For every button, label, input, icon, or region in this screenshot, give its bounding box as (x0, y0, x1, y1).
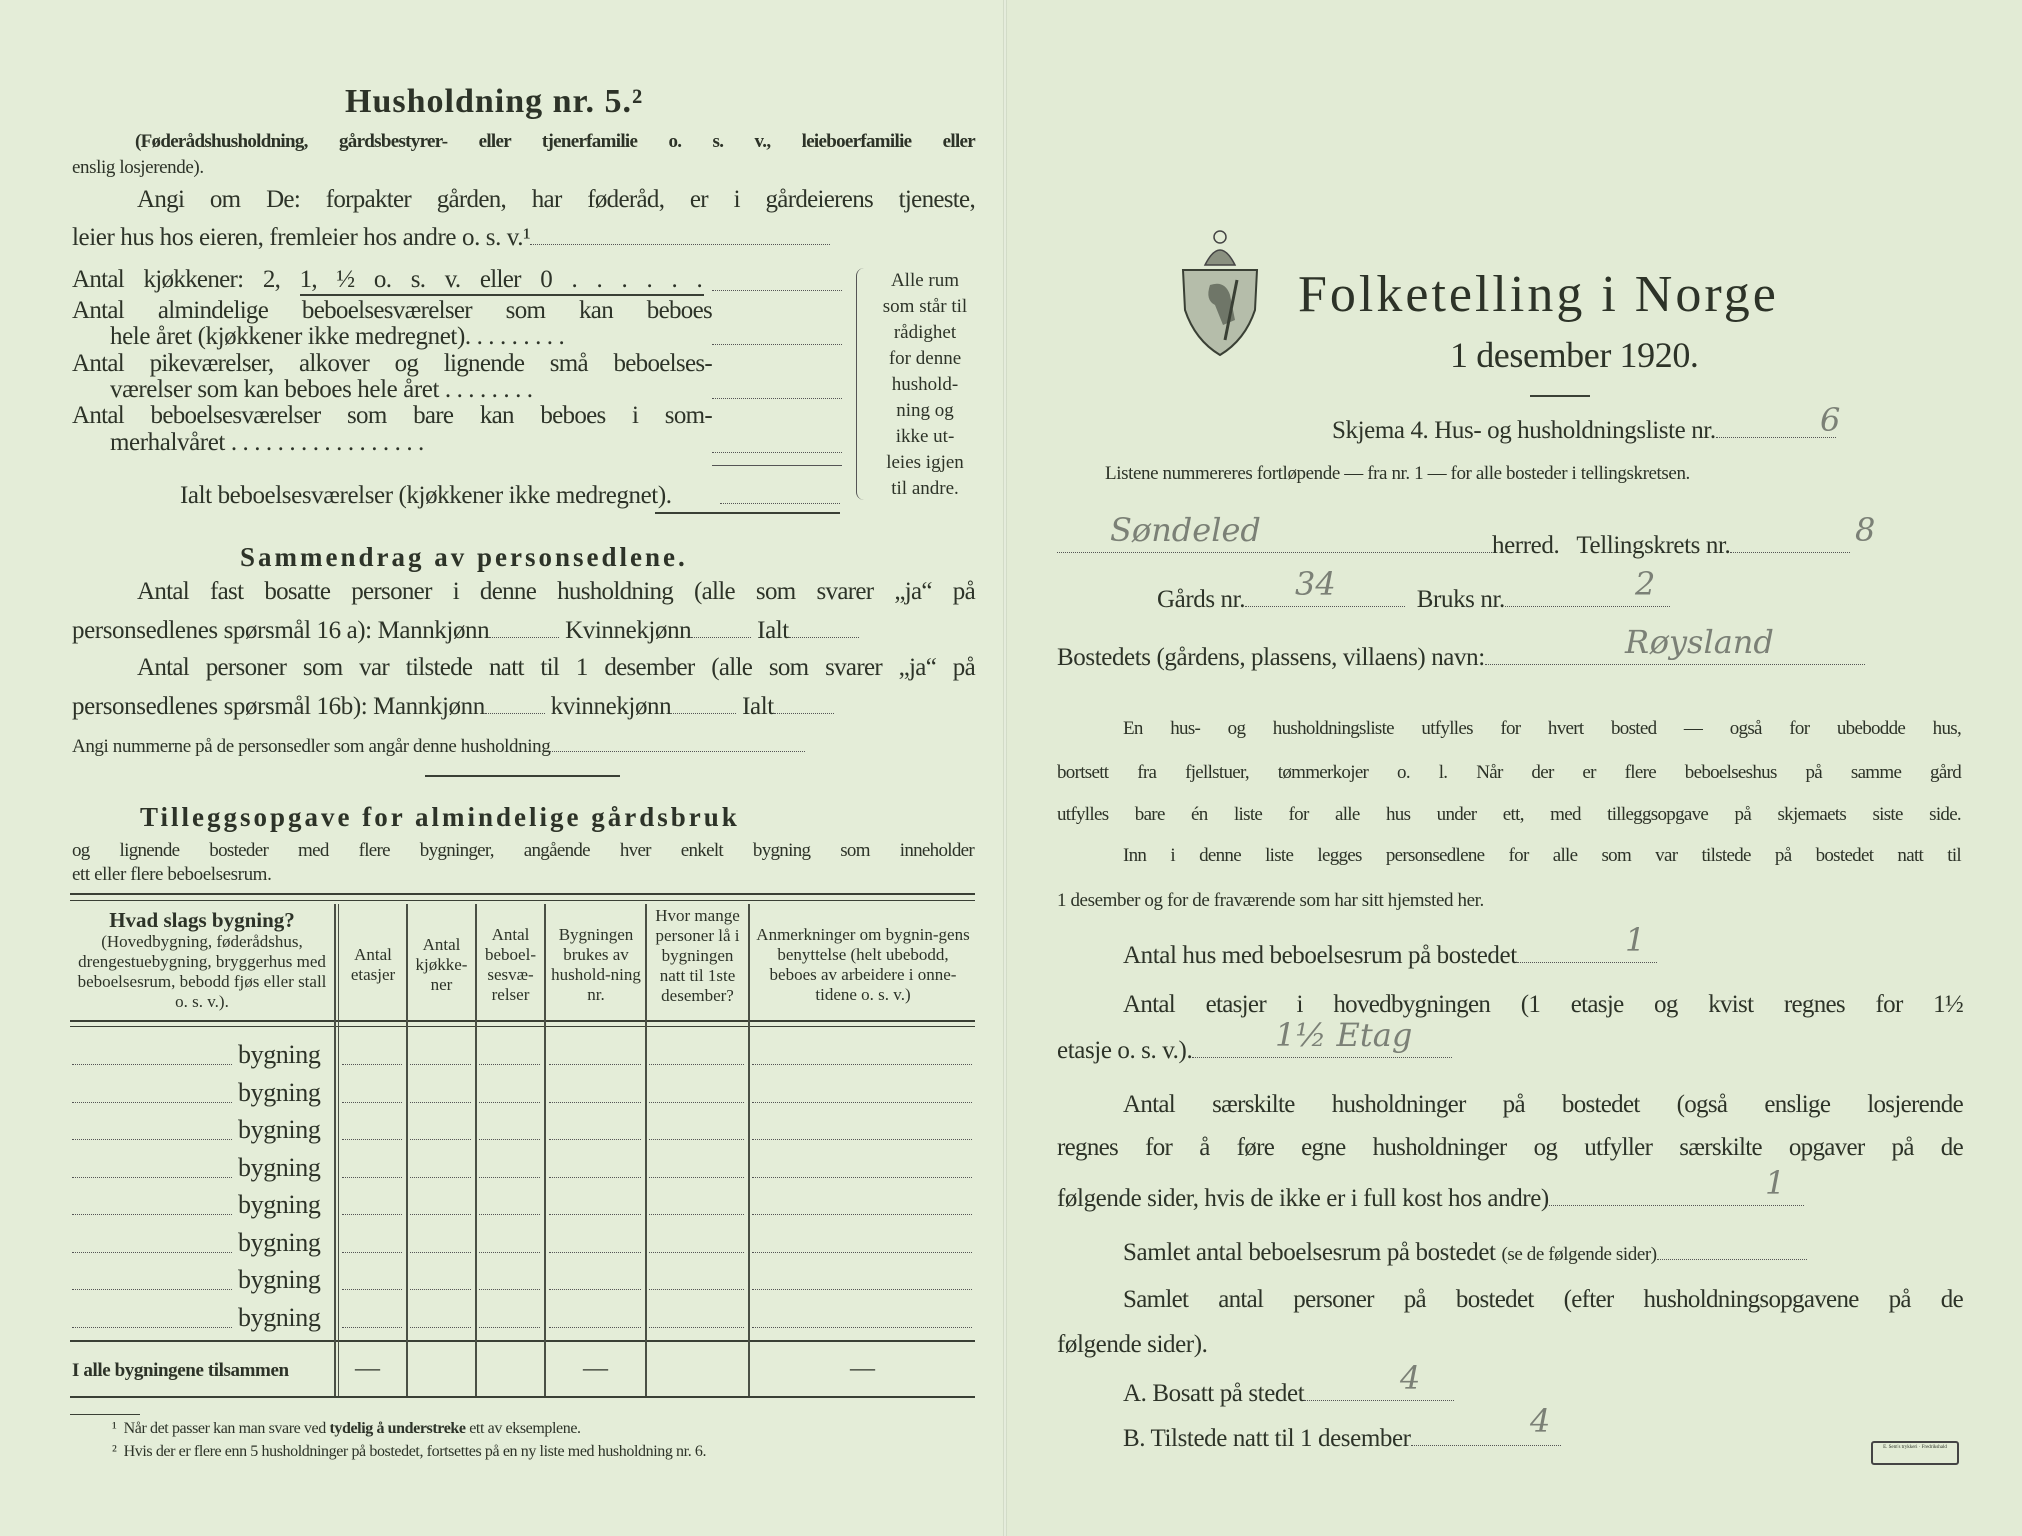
summary-present-row (72, 693, 834, 720)
header-rule (70, 1020, 975, 1022)
person-numbers-label: Angi nummerne på de personsedler som angår denne husholdning (72, 736, 551, 757)
supplement-title: Tilleggsopgave for almindelige gårdsbruk (140, 802, 740, 832)
building-type-field[interactable] (72, 1139, 232, 1140)
kitchens-field[interactable] (712, 290, 842, 291)
col-divider (338, 904, 339, 1396)
total-label: Ialt (742, 693, 774, 720)
farm-row (1157, 586, 1670, 613)
table-cell-field[interactable] (549, 1252, 641, 1253)
table-cell-field[interactable] (342, 1214, 402, 1215)
bracket-note (870, 268, 980, 502)
building-type-field[interactable] (72, 1102, 232, 1103)
bruks-value: 2 (1635, 565, 1656, 603)
rooms-summer-label-cont: merhalvåret . . . . . . . . . . . . . . . . . (110, 429, 424, 456)
bosted-label: Bostedets (gårdens, plassens, villaens) navn: (1057, 644, 1485, 671)
supplement-text: og lignende bosteder med flere bygninger, angående hver enkelt bygning som inneholder (72, 840, 974, 861)
table-cell-field[interactable] (342, 1327, 402, 1328)
footnote-1 (112, 1420, 581, 1438)
note-line: ning og (896, 400, 954, 421)
floors-label: etasje o. s. v.). (1057, 1037, 1193, 1064)
floors-value: 1½ Etag (1275, 1016, 1413, 1054)
table-cell-field[interactable] (410, 1214, 471, 1215)
footnote-2 (112, 1443, 706, 1461)
table-cell-field[interactable] (342, 1102, 402, 1103)
table-cell-field[interactable] (549, 1102, 641, 1103)
total-row-label: I alle bygningene tilsammen (72, 1360, 289, 1381)
total-label: Ialt (757, 617, 789, 644)
note-line: ikke ut- (895, 426, 955, 447)
gards-label: Gårds nr. (1157, 586, 1246, 613)
list-number-field[interactable] (1716, 417, 1836, 438)
table-cell-field[interactable] (549, 1064, 641, 1065)
table-cell-field[interactable] (649, 1177, 744, 1178)
table-cell-field[interactable] (410, 1102, 471, 1103)
tenure-question: Angi om De: forpakter gården, har føderåd, er i gårdeierens tjeneste, (137, 186, 975, 213)
table-cell-field[interactable] (649, 1214, 744, 1215)
male-label: personsedlenes spørsmål 16 a): Mannkjønn (72, 617, 490, 644)
persons-question: Samlet antal personer på bostedet (efter husholdningsopgavene på de (1123, 1286, 1963, 1313)
footnote-mark: ¹ (112, 1420, 117, 1437)
footnote-text: ett av eksemplene. (465, 1420, 581, 1437)
header-persons: Hvor mange personer lå i bygningen natt til 1ste desember? (655, 906, 740, 1005)
table-cell-field[interactable] (479, 1327, 540, 1328)
table-cell-field[interactable] (479, 1064, 540, 1065)
building-label: bygning (238, 1040, 321, 1069)
male-present-field[interactable] (485, 693, 545, 714)
table-cell-field[interactable] (479, 1177, 540, 1178)
total-rooms-field[interactable] (1657, 1239, 1807, 1260)
household-subtitle-cont: enslig losjerende). (72, 157, 204, 178)
table-cell-field[interactable] (479, 1214, 540, 1215)
instruction-line: Inn i denne liste legges personsedlene for alle som var tilstede på bostedet natt til (1123, 845, 1961, 866)
list-number-value: 6 (1820, 401, 1841, 439)
numbering-note: Listene nummereres fortløpende — fra nr. 1 — for alle bosteder i tellingskretsen. (1105, 463, 1690, 484)
person-numbers-row (72, 735, 805, 758)
resident-field[interactable] (1304, 1380, 1454, 1401)
total-resident-field[interactable] (789, 617, 859, 638)
census-title: Folketelling i Norge (1298, 266, 1779, 323)
building-label: bygning (238, 1227, 321, 1257)
krets-value: 8 (1855, 511, 1876, 549)
header-title: Hvad slags bygning? (109, 908, 295, 932)
rooms-small-field[interactable] (712, 398, 842, 399)
rooms-small-label-cont: værelser som kan beboes hele året . . . . . . . . (110, 376, 533, 403)
table-cell-field[interactable] (410, 1252, 471, 1253)
resident-value: 4 (1400, 1359, 1421, 1397)
krets-label: Tellingskrets nr. (1576, 532, 1731, 559)
double-underline (655, 512, 840, 514)
building-label: bygning (238, 1265, 321, 1294)
table-cell-field[interactable] (752, 1214, 972, 1215)
table-cell-field[interactable] (342, 1064, 402, 1065)
note-line: til andre. (891, 478, 959, 499)
footnote-text: Hvis der er flere enn 5 husholdninger på bostedet, fortsettes på en ny liste med husholdning nr. 6. (123, 1443, 707, 1460)
summary-present-question: Antal personer som var tilstede natt til 1 desember (alle som svarer „ja“ på (137, 654, 975, 681)
male-resident-field[interactable] (489, 617, 559, 638)
total-remarks: — (850, 1355, 875, 1382)
table-cell-field[interactable] (752, 1252, 972, 1253)
rooms-total-label: Ialt beboelsesværelser (kjøkkener ikke medregnet). (180, 482, 672, 509)
left-page (0, 0, 1005, 1536)
page-fold (1003, 0, 1007, 1536)
total-rooms-label: Samlet antal beboelsesrum på bostedet (1123, 1239, 1496, 1266)
table-cell-field[interactable] (549, 1214, 641, 1215)
herred-value: Søndeled (1110, 511, 1261, 549)
rooms-total-field[interactable] (720, 503, 840, 504)
table-cell-field[interactable] (752, 1289, 972, 1290)
table-cell-field[interactable] (549, 1177, 641, 1178)
bruks-label: Bruks nr. (1416, 586, 1505, 613)
present-row (1123, 1425, 1561, 1452)
footnote-rule (70, 1414, 140, 1415)
summary-resident-question: Antal fast bosatte personer i denne husholdning (alle som svarer „ja“ på (137, 578, 975, 605)
bottom-rule (70, 1396, 975, 1398)
rooms-small-label: Antal pikeværelser, alkover og lignende små beboelses- (72, 350, 712, 377)
header-floors: Antal etasjer (350, 945, 396, 984)
table-cell-field[interactable] (649, 1064, 744, 1065)
table-cell-field[interactable] (649, 1252, 744, 1253)
households-value: 1 (1765, 1164, 1786, 1202)
person-numbers-field[interactable] (550, 735, 805, 752)
note-line: som står til (882, 296, 968, 317)
table-top-rule-2 (70, 900, 975, 901)
note-line: for denne (888, 348, 962, 369)
table-cell-field[interactable] (549, 1289, 641, 1290)
female-present-field[interactable] (671, 693, 736, 714)
table-cell-field[interactable] (479, 1139, 540, 1140)
footnote-mark: ² (112, 1443, 117, 1460)
rooms-regular-field[interactable] (712, 344, 842, 345)
total-household: — (583, 1355, 608, 1382)
schema-row (1332, 417, 1836, 444)
table-cell-field[interactable] (410, 1289, 471, 1290)
census-date: 1 desember 1920. (1450, 335, 1699, 375)
households-question-cont: regnes for å føre egne husholdninger og utfyller særskilte opgaver på de (1057, 1134, 1963, 1161)
houses-value: 1 (1625, 921, 1646, 959)
houses-row (1123, 942, 1657, 969)
table-cell-field[interactable] (410, 1064, 471, 1065)
instruction-line: 1 desember og for de fraværende som har sitt hjemsted her. (1057, 890, 1484, 911)
bosted-value: Røysland (1625, 623, 1774, 661)
rooms-regular-label-cont: hele året (kjøkkener ikke medregnet). . . . . . . . . (110, 323, 565, 350)
table-cell-field[interactable] (342, 1139, 402, 1140)
table-cell-field[interactable] (752, 1139, 972, 1140)
table-cell-field[interactable] (549, 1139, 641, 1140)
header-kitchens: Antal kjøkke-ner (415, 935, 468, 994)
table-cell-field[interactable] (342, 1252, 402, 1253)
header-building-type (72, 908, 332, 1012)
note-line: leies igjen (886, 452, 964, 473)
building-type-field[interactable] (72, 1327, 232, 1328)
table-cell-field[interactable] (410, 1327, 471, 1328)
female-label: Kvinnekjønn (565, 617, 692, 644)
building-label: bygning (238, 1077, 321, 1107)
tenure-text: leier hus hos eieren, fremleier hos andre o. s. v.¹ (72, 224, 531, 251)
schema-label: Skjema 4. Hus- og husholdningsliste nr. (1332, 417, 1716, 444)
header-desc: (Hovedbygning, føderådshus, drengestuebygning, bryggerhus med beboelsesrum, bebodd fjøs eller stall o. s. v.). (77, 932, 327, 1011)
header-rule-2 (70, 1026, 975, 1027)
present-value: 4 (1530, 1402, 1551, 1440)
summary-resident-row (72, 617, 859, 644)
households-row (1057, 1185, 1804, 1212)
table-top-rule (70, 893, 975, 895)
households-question: Antal særskilte husholdninger på bostedet (også enslige losjerende (1123, 1091, 1963, 1118)
header-rooms: Antal beboel-sesvæ-relser (485, 925, 536, 1004)
note-line: hushold- (891, 374, 959, 395)
title-divider (1530, 395, 1590, 397)
total-rooms-note: (se de følgende sider) (1501, 1244, 1657, 1265)
note-line: rådighet (893, 322, 957, 343)
total-floors: — (355, 1355, 380, 1382)
herred-label: herred. (1492, 532, 1560, 559)
coat-of-arms-icon (1175, 225, 1265, 360)
table-cell-field[interactable] (752, 1327, 972, 1328)
table-cell-field[interactable] (479, 1289, 540, 1290)
female-resident-field[interactable] (691, 617, 751, 638)
bracket (856, 268, 867, 500)
table-cell-field[interactable] (649, 1289, 744, 1290)
household-subtitle: (Føderådshusholdning, gårdsbestyrer- eller tjenerfamilie o. s. v., leieboerfamilie eller (135, 131, 975, 152)
building-label: bygning (238, 1152, 321, 1182)
gards-value: 34 (1295, 565, 1336, 603)
tenure-question-cont (72, 224, 830, 251)
supplement-text-cont: ett eller flere beboelsesrum. (72, 864, 272, 885)
subtotal-line (712, 465, 842, 466)
table-cell-field[interactable] (410, 1177, 471, 1178)
summary-title: Sammendrag av personsedlene. (240, 542, 688, 572)
col-divider (334, 904, 336, 1396)
table-cell-field[interactable] (342, 1177, 402, 1178)
right-page (1005, 0, 2022, 1536)
households-label: følgende sider, hvis de ikke er i full kost hos andre) (1057, 1185, 1549, 1212)
household-title: Husholdning nr. 5.² (345, 83, 644, 120)
rooms-summer-label: Antal beboelsesværelser som bare kan beboes i som- (72, 402, 712, 429)
building-type-field[interactable] (72, 1289, 232, 1290)
total-present-field[interactable] (774, 693, 834, 714)
houses-label: Antal hus med beboelsesrum på bostedet (1123, 942, 1517, 969)
kitchens-label: Antal kjøkkener: 2, 1, ½ o. s. v. eller 0 . . . . . . (72, 266, 702, 293)
instruction-line: utfylles bare én liste for alle hus under ett, med tilleggsopgave på skjemaets siste side. (1057, 804, 1961, 825)
underline (300, 294, 704, 296)
total-rule (70, 1340, 975, 1342)
tenure-field[interactable] (530, 224, 830, 245)
table-cell-field[interactable] (649, 1139, 744, 1140)
table-cell-field[interactable] (752, 1177, 972, 1178)
printer-stamp: E. Sem's trykkeri · Fredrikshald (1871, 1441, 1959, 1465)
building-type-field[interactable] (72, 1214, 232, 1215)
footnote-text: Når det passer kan man svare ved (123, 1420, 330, 1437)
table-cell-field[interactable] (752, 1102, 972, 1103)
instruction-line: bortsett fra fjellstuer, tømmerkojer o. l. Når der er flere beboelseshus på samme gård (1057, 762, 1961, 783)
table-cell-field[interactable] (752, 1064, 972, 1065)
building-type-field[interactable] (72, 1064, 232, 1065)
table-cell-field[interactable] (342, 1289, 402, 1290)
table-cell-field[interactable] (549, 1327, 641, 1328)
instruction-line: En hus- og husholdningsliste utfylles for hvert bosted — også for ubebodde hus, (1123, 718, 1961, 739)
table-cell-field[interactable] (649, 1327, 744, 1328)
building-type-field[interactable] (72, 1177, 232, 1178)
building-label: bygning (238, 1190, 321, 1219)
note-line: Alle rum (890, 270, 960, 291)
present-label: B. Tilstede natt til 1 desember (1123, 1425, 1411, 1452)
rooms-regular-label: Antal almindelige beboelsesværelser som kan beboes (72, 297, 712, 324)
table-cell-field[interactable] (479, 1102, 540, 1103)
building-type-field[interactable] (72, 1252, 232, 1253)
resident-label: A. Bosatt på stedet (1123, 1380, 1305, 1407)
male-label: personsedlenes spørsmål 16b): Mannkjønn (72, 693, 485, 720)
floors-question: Antal etasjer i hovedbygningen (1 etasje og kvist regnes for 1½ (1123, 991, 1963, 1018)
total-rooms-row (1123, 1239, 1807, 1266)
rooms-summer-field[interactable] (712, 452, 842, 453)
female-label: kvinnekjønn (550, 693, 672, 720)
krets-field[interactable] (1730, 532, 1850, 553)
table-cell-field[interactable] (479, 1252, 540, 1253)
section-divider (425, 775, 620, 777)
table-cell-field[interactable] (649, 1102, 744, 1103)
building-label: bygning (238, 1115, 321, 1144)
col-divider (748, 904, 750, 1396)
building-label: bygning (238, 1302, 321, 1332)
persons-question-cont: følgende sider). (1057, 1331, 1208, 1358)
footnote-bold: tydelig å understreke (329, 1420, 466, 1437)
header-household-no: Bygningen brukes av hushold-ning nr. (551, 925, 641, 1004)
col-divider (544, 904, 546, 1396)
table-cell-field[interactable] (410, 1139, 471, 1140)
header-remarks: Anmerkninger om bygnin-gens benyttelse (helt ubebodd, beboes av arbeidere i onne-tidene o. s. v.) (756, 925, 970, 1004)
